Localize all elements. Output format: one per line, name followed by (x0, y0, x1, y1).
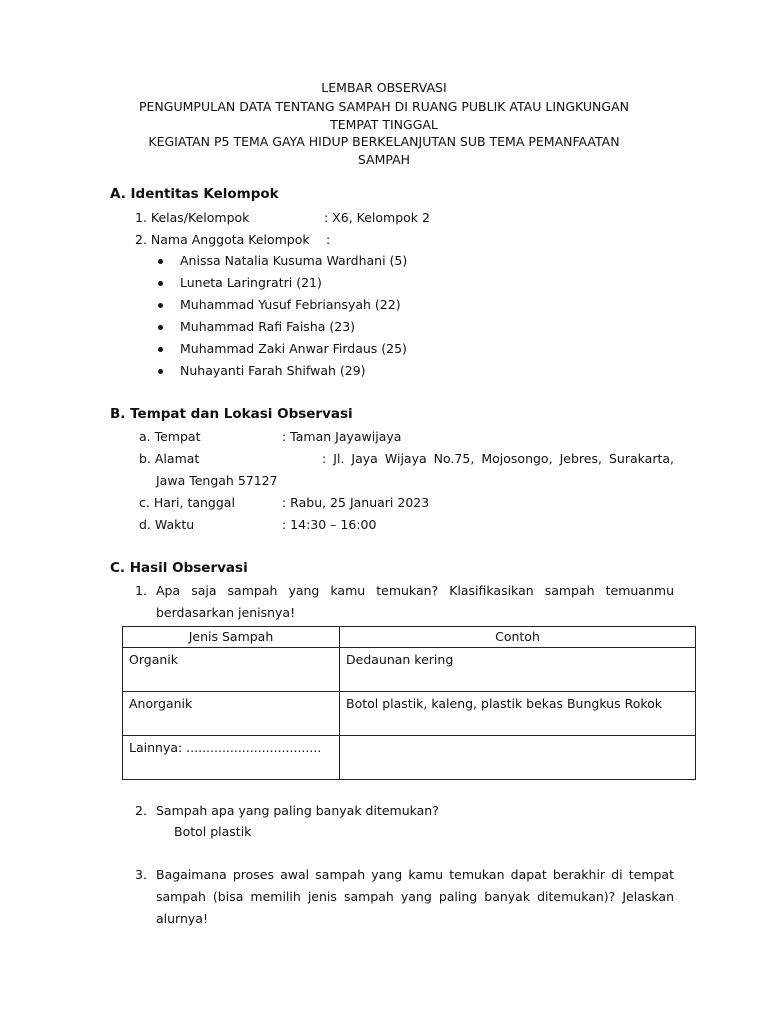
table-cell: Lainnya: .................................. (123, 736, 340, 780)
question-2-number: 2. (135, 803, 147, 818)
column-header: Contoh (340, 627, 696, 648)
question-2-text: Sampah apa yang paling banyak ditemukan? (156, 803, 439, 818)
waktu-value: : 14:30 – 16:00 (282, 517, 377, 532)
bullet-icon (158, 369, 163, 374)
alamat-value-cont: Jawa Tengah 57127 (156, 473, 278, 488)
tempat-label: a. Tempat (139, 429, 201, 444)
question-3-text: Bagaimana proses awal sampah yang kamu temukan dapat berakhir di tempat (156, 867, 674, 882)
bullet-icon (158, 325, 163, 330)
doc-subtitle-line2: TEMPAT TINGGAL (330, 117, 438, 132)
section-a-heading: A. Identitas Kelompok (110, 186, 279, 202)
section-b-heading: B. Tempat dan Lokasi Observasi (110, 406, 353, 422)
member-item: Muhammad Yusuf Febriansyah (22) (180, 297, 401, 312)
question-1-text-cont: berdasarkan jenisnya! (156, 605, 296, 620)
waste-classification-table (122, 626, 696, 780)
table-row (123, 648, 696, 692)
alamat-label: b. Alamat (139, 451, 200, 466)
member-item: Anissa Natalia Kusuma Wardhani (5) (180, 253, 408, 268)
question-2-answer: Botol plastik (174, 824, 252, 839)
table-cell: Botol plastik, kaleng, plastik bekas Bungkus Rokok (340, 692, 696, 736)
question-3-text-cont: sampah (bisa memilih jenis sampah yang paling banyak ditemukan)? Jelaskan (156, 889, 674, 904)
table-header-row (123, 627, 696, 648)
bullet-icon (158, 303, 163, 308)
table-cell: Organik (123, 648, 340, 692)
table-row (123, 736, 696, 780)
kelas-value: : X6, Kelompok 2 (324, 210, 430, 225)
member-item: Luneta Laringratri (21) (180, 275, 322, 290)
waktu-label: d. Waktu (139, 517, 195, 532)
hari-label: c. Hari, tanggal (139, 495, 235, 510)
column-header: Jenis Sampah (123, 627, 340, 648)
member-item: Muhammad Zaki Anwar Firdaus (25) (180, 341, 407, 356)
kelas-label: 1. Kelas/Kelompok (135, 210, 250, 225)
bullet-icon (158, 259, 163, 264)
alamat-value: : Jl. Jaya Wijaya No.75, Mojosongo, Jebres, Surakarta, (322, 451, 674, 466)
question-1-number: 1. (135, 583, 147, 598)
table-cell: Anorganik (123, 692, 340, 736)
member-item: Nuhayanti Farah Shifwah (29) (180, 363, 366, 378)
table-cell: Dedaunan kering (340, 648, 696, 692)
table-row (123, 692, 696, 736)
doc-subtitle-line3: KEGIATAN P5 TEMA GAYA HIDUP BERKELANJUTAN SUB TEMA PEMANFAATAN (148, 134, 620, 149)
question-1-text: Apa saja sampah yang kamu temukan? Klasifikasikan sampah temuanmu (156, 583, 674, 598)
doc-subtitle-line1: PENGUMPULAN DATA TENTANG SAMPAH DI RUANG PUBLIK ATAU LINGKUNGAN (139, 99, 629, 114)
section-c-heading: C. Hasil Observasi (110, 560, 248, 576)
anggota-label: 2. Nama Anggota Kelompok (135, 232, 310, 247)
question-3-text-end: alurnya! (156, 911, 208, 926)
doc-subtitle-line4: SAMPAH (357, 152, 411, 167)
anggota-colon: : (326, 232, 331, 247)
table-cell (340, 736, 696, 780)
bullet-icon (158, 281, 163, 286)
member-item: Muhammad Rafi Faisha (23) (180, 319, 356, 334)
tempat-value: : Taman Jayawijaya (282, 429, 402, 444)
doc-title: LEMBAR OBSERVASI (321, 80, 447, 95)
question-3-number: 3. (135, 867, 147, 882)
hari-value: : Rabu, 25 Januari 2023 (282, 495, 430, 510)
bullet-icon (158, 347, 163, 352)
